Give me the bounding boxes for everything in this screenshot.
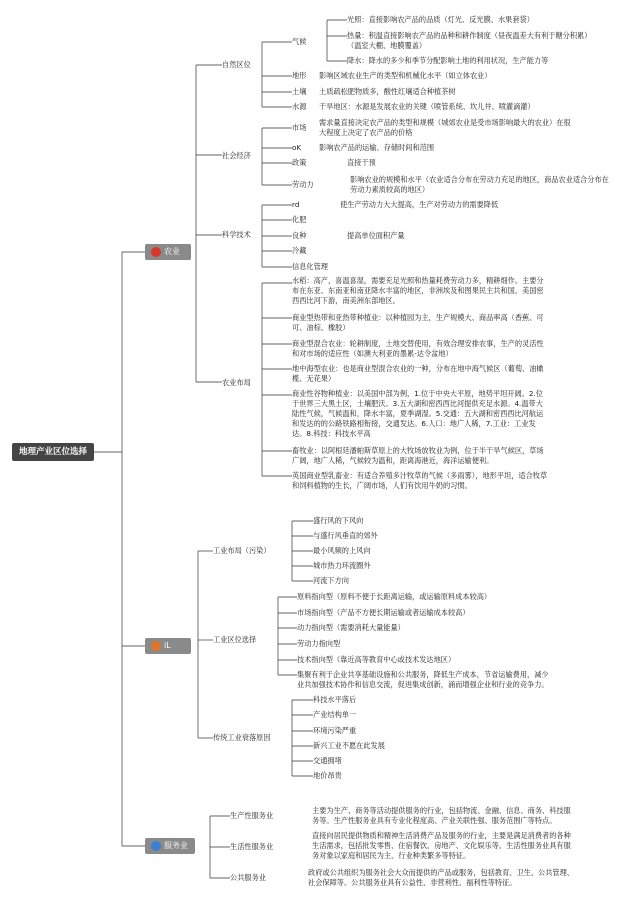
connector-industry: [198, 551, 213, 738]
node-location[interactable]: 工业区位选择: [213, 635, 257, 644]
node-pollution-5[interactable]: 河流下方向: [313, 576, 349, 585]
node-mixed[interactable]: 商业型混合农业：轮耕制度，土地交替使用，有效合理安排农事，生产的灵活性和对市场的适应性（如澳大利亚的墨累-达令盆地）: [292, 339, 544, 358]
node-heat[interactable]: 热量：积温直接影响农产品的品种和耕作制度（昼夜温差大有利于糖分积累）（温室大棚、地膜覆盖）: [347, 31, 592, 50]
connector-pollution: [292, 521, 313, 581]
node-pollution-4[interactable]: 城市热力环流圈外: [313, 561, 371, 570]
node-rain[interactable]: 降水：降水的多少和季节分配影响土地的利用状况，生产能力等: [347, 56, 549, 65]
node-producer-text[interactable]: 主要为生产、商务等活动提供服务的行业，包括物流、金融、信息、商务、科技服务等。生产性服务业具有专业化程度高、产业关联性强、服务范围广等特点。: [312, 806, 571, 825]
root-topic[interactable]: 地理产业区位选择: [12, 443, 94, 461]
node-decline-3[interactable]: 环境污染严重: [313, 726, 357, 735]
node-location-5[interactable]: 技术指向型（靠近高等教育中心或技术发达地区）: [297, 655, 456, 664]
node-market-text[interactable]: 需求量直接决定农产品的类型和规模（城郊农业是受市场影响最大的农业）在很大程度上决定了农产品的价格: [319, 118, 571, 137]
node-cold[interactable]: 冷藏: [292, 246, 307, 255]
node-pollution-1[interactable]: 盛行风的下风向: [313, 516, 364, 525]
node-decline[interactable]: 传统工业衰落原因: [213, 733, 271, 742]
node-public[interactable]: 公共服务业: [230, 873, 266, 882]
connector-decline: [292, 700, 313, 776]
connector-natural: [262, 42, 292, 107]
node-labor-text[interactable]: 影响农业的规模和水平（农业适合分布在劳动力充足的地区，商品农业适合分布在劳动力素质较高的地区）: [350, 175, 609, 194]
topic-agriculture-label: 农业: [164, 247, 180, 256]
connector-layout: [262, 283, 292, 476]
node-rice[interactable]: 水稻：高产，喜温喜湿，需要充足光照和热量耗费劳动力多，精耕细作。主要分布在东亚、东南亚和南亚降水丰富的地区，非洲埃及和图果民主共和国，美国密西西比河下游，南美洲东部地区。: [292, 276, 544, 305]
node-transport-text[interactable]: 影响农产品的运输、存储时间和范围: [319, 143, 435, 152]
node-water-text[interactable]: 干旱地区：水源是发展农业的关键（喷管系统、坎儿井、喷灌滴灌）: [319, 102, 535, 111]
node-decline-6[interactable]: 地价昂贵: [313, 771, 342, 780]
node-producer[interactable]: 生产性服务业: [230, 811, 274, 820]
node-info[interactable]: 信息化管理: [292, 262, 328, 271]
node-location-3[interactable]: 动力指向型（需要消耗大量能量）: [297, 623, 405, 632]
node-transport[interactable]: oK: [292, 143, 302, 152]
node-tech[interactable]: 科学技术: [222, 230, 251, 239]
node-climate[interactable]: 气候: [292, 37, 307, 46]
blue-dot-icon: [151, 841, 161, 851]
priority-1-icon: [151, 247, 161, 257]
topic-industry[interactable]: [145, 638, 191, 654]
node-light[interactable]: 光照：直接影响农产品的品质（灯光、反光膜、水果套袋）: [347, 15, 534, 24]
node-location-2[interactable]: 市场指向型（产品不方便长期运输或者运输成本较高）: [297, 608, 470, 617]
topic-agriculture[interactable]: [145, 244, 191, 260]
node-consumer[interactable]: 生活性服务业: [230, 842, 274, 851]
node-location-4[interactable]: 劳动力指向型: [297, 639, 341, 648]
node-social[interactable]: 社会经济: [222, 151, 251, 160]
node-public-text[interactable]: 政府或公共组织为服务社会大众而提供的产品或服务，包括教育、卫生、公共管理、社会保障等。公共服务业具有公益性、非营利性、福利性等特征。: [308, 868, 574, 887]
node-market[interactable]: 市场: [292, 123, 307, 132]
node-consumer-text[interactable]: 直接向居民提供物质和精神生活消费产品及服务的行业，主要是满足消费者的各种生活需求，包括批发零售、住宿餐饮、房地产、文化娱乐等。生活性服务业具有服务对象以家庭和居民为主、行业种类繁多等特征。: [312, 831, 571, 860]
node-terrain-text[interactable]: 影响区域农业生产的类型和机械化水平（如立体农业）: [319, 71, 492, 80]
node-natural[interactable]: 自然区位: [222, 60, 251, 69]
node-ranching[interactable]: 畜牧业：以阿根廷潘帕斯草原上的大牧场放牧业为例，位于半干旱气候区，草场广阔，地广人稀，气候较为温和，距离海港近，海洋运输便利。: [292, 446, 544, 465]
node-decline-5[interactable]: 交通拥堵: [313, 756, 342, 765]
connector-service: [210, 816, 230, 878]
node-plantation[interactable]: 商业型热带和亚热带种植业：以种植园为主，生产规模大、商品率高（香蕉、可可、油棕、橡胶）: [292, 313, 544, 332]
node-mech-text[interactable]: 使生产劳动力大大提高，生产对劳动力的需要降低: [340, 200, 499, 209]
node-pollution-3[interactable]: 最小风频的上风向: [313, 546, 371, 555]
node-terrain[interactable]: 地形: [292, 71, 307, 80]
node-grain[interactable]: 商业性谷物种植业：以美国中部为例，1.位于中央大平原，地势平坦开阔。2.位于世界三大黑土区，土壤肥沃。3.五大湖和密西西比河提供充足水源。4.温带大陆性气候，气候温和，降水丰富，夏季湖湿。5.交通：五大湖和密西西比河航运和发达的的公路铁路相衔接，交通发达。6.人口：地广人稀，7.工业：工业发达。8.科技：科技水平高: [292, 389, 544, 438]
node-decline-2[interactable]: 产业结构单一: [313, 710, 357, 719]
node-decline-4[interactable]: 新兴工业不愿在此发展: [313, 741, 385, 750]
node-policy-text[interactable]: 直接干预: [347, 158, 376, 167]
topic-service[interactable]: [145, 838, 195, 854]
connector-climate: [327, 20, 347, 61]
node-pollution-2[interactable]: 与盛行风垂直的郊外: [313, 531, 378, 540]
node-seed[interactable]: 良种: [292, 231, 307, 240]
connector-tech: [262, 205, 292, 267]
node-pollution[interactable]: 工业布局（污染）: [213, 546, 271, 555]
node-layout[interactable]: 农业布局: [222, 378, 251, 387]
connector-main: [122, 252, 145, 846]
connector-location: [278, 597, 297, 675]
node-fert[interactable]: 化肥: [292, 215, 307, 224]
topic-industry-label: iL: [164, 641, 171, 650]
node-policy[interactable]: 政策: [292, 158, 307, 167]
node-dairy[interactable]: 英国商业型乳畜业：有适合养殖多汁牧草的气候（多雨雾），地形平坦，适合牧草和饲料植物的生长，广阔市场，人们有饮用牛奶的习惯。: [292, 471, 548, 490]
node-location-1[interactable]: 原料指向型（原料不便于长距离运输，或运输原料成本较高）: [297, 592, 492, 601]
connector-social: [262, 128, 292, 185]
node-water[interactable]: 水源: [292, 102, 307, 111]
node-mediterranean[interactable]: 地中海型农业：也是商业型混合农业的一种，分布在地中海气候区（葡萄、油橄榄、无花果）: [292, 364, 544, 383]
node-seed-text[interactable]: 提高单位面积产量: [347, 231, 405, 240]
topic-service-label: 服务业: [164, 841, 188, 850]
node-cluster[interactable]: 集聚有利于企业共享基础设施和公共服务，降低生产成本，节省运输费用，减少业共加强技术协作和信息交流，促进集成创新，涌而增强企业和行业的竞争力。: [297, 670, 549, 689]
orange-dot-icon: [151, 641, 161, 651]
node-decline-1[interactable]: 科技水平落后: [313, 695, 357, 704]
connector-agriculture: [196, 65, 222, 382]
node-soil[interactable]: 土壤: [292, 87, 307, 96]
node-mech[interactable]: rd: [292, 200, 300, 209]
node-labor[interactable]: 劳动力: [292, 180, 314, 189]
node-soil-text[interactable]: 土质疏松肥物质多，酸性红壤适合种植茶树: [319, 87, 456, 96]
